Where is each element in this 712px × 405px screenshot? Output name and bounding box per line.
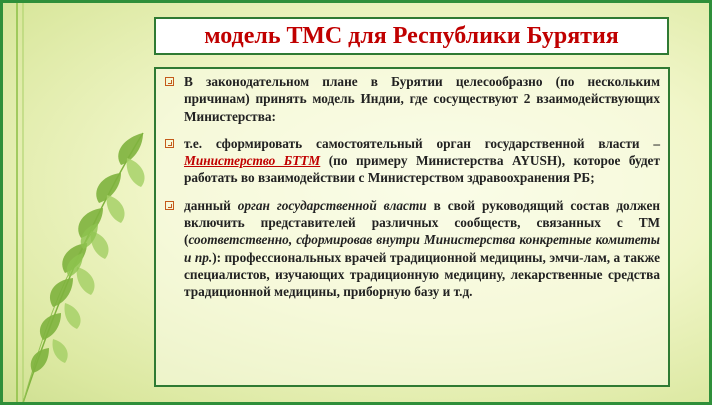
- item-text-after: (по примеру Министерства AYUSH), которое будет работать во взаимодействии с Министерством здравоохранения РБ;: [184, 153, 660, 186]
- content-box: [154, 67, 670, 387]
- checkbox-bullet-icon: [165, 77, 174, 86]
- checkbox-bullet-icon: [165, 139, 174, 148]
- item-text-part3: ): профессиональных врачей традиционной медицины, эмчи-лам, а также специалистов, изучающих традиционную медицину, лекарственные средства традиционной медицины, приборную базу и т.д.: [184, 249, 660, 300]
- slide-title: модель ТМС для Республики Бурятия: [204, 22, 619, 49]
- list-item: [164, 135, 660, 187]
- ministry-emphasis: Министерство БТТМ: [184, 153, 321, 169]
- item-emphasis-2: соответственно, сформировав внутри Министерства конкретные комитеты и пр.: [184, 232, 660, 265]
- item-text-before: т.е. сформировать самостоятельный орган государственной власти –: [184, 135, 660, 151]
- item-emphasis-1: орган государственной власти: [237, 197, 427, 213]
- list-item: [164, 197, 660, 301]
- item-text-part1: данный: [184, 197, 238, 213]
- checkbox-bullet-icon: [165, 201, 174, 210]
- title-box: [154, 17, 669, 55]
- item-text-part2: в свой руководящий состав должен включить представителей различных сообществ, связанных с ТМ (: [184, 197, 661, 248]
- item-text: В законодательном плане в Бурятии целесообразно (по нескольким причинам) принять модель Индии, где сосуществуют 2 взаимодействующих Министерства:: [184, 74, 660, 124]
- leaf-decoration: [3, 3, 153, 403]
- list-item: [164, 73, 660, 125]
